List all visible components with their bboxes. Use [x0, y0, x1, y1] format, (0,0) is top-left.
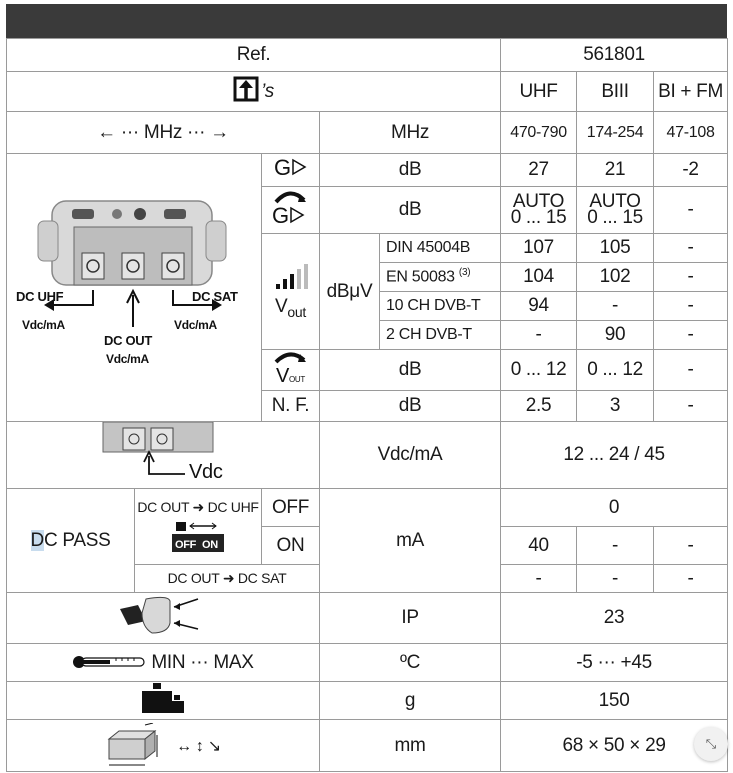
gain-adjust-uhf-range: 0 ... 15: [510, 207, 567, 228]
gain-adjust-icon: [272, 188, 310, 226]
frequency-unit: MHz: [320, 112, 501, 154]
vout-2ch-bi-fm: -: [654, 321, 728, 350]
noise-bi-fm: -: [654, 391, 728, 422]
band-bi-fm: BI + FM: [654, 72, 728, 112]
ip-label: IP: [320, 593, 501, 644]
dc-pass-switch: [135, 522, 261, 555]
dc-sat-label: DC SAT: [192, 288, 238, 304]
vout-2ch-uhf: -: [501, 321, 577, 350]
vout-10ch-bi-fm: -: [654, 292, 728, 321]
gain-adjust-uhf-mode: AUTO: [512, 191, 565, 212]
vout-label-din: DIN 45004B: [380, 234, 501, 263]
slide-switch-icon: [172, 522, 224, 552]
dc-pass-uhf-route: [135, 499, 261, 516]
route-from: DC OUT: [137, 498, 189, 515]
dc-uhf-label: DC UHF: [16, 288, 64, 304]
supply-icon-cell: [7, 422, 320, 489]
dimensions-unit: mm: [320, 720, 501, 772]
product-code: 561801: [501, 39, 728, 72]
gain-biii: 21: [577, 154, 654, 187]
dc-out-label: DC OUT: [104, 332, 153, 348]
vout-label-en-text: EN 50083: [386, 268, 455, 286]
vout-din-uhf: 107: [501, 234, 577, 263]
vout-label-en-note: (3): [458, 267, 471, 279]
vout-adjust-unit: dB: [320, 350, 501, 391]
gain-icon: [274, 155, 308, 179]
dc-pass-on-label: ON: [262, 527, 320, 565]
supply-vdc-symbol: Vdc: [189, 461, 223, 482]
dc-pass-on-biii: -: [577, 527, 654, 565]
gain-icon-cell: [262, 154, 320, 187]
supply-value: 12 ... 24 / 45: [501, 422, 728, 489]
dc-pass-off-value: 0: [501, 489, 728, 527]
sat-route-from: DC OUT: [167, 570, 220, 586]
output-port-icon: [233, 74, 261, 110]
vout-adjust-bi-fm: -: [654, 350, 728, 391]
ref-label: Ref.: [7, 39, 501, 72]
vout-adjust-icon-cell: [262, 350, 320, 391]
noise-uhf: 2.5: [501, 391, 577, 422]
collapse-button[interactable]: [694, 727, 728, 761]
dc-pass-uhf-route-cell: [135, 489, 262, 565]
vout-din-biii: 105: [577, 234, 654, 263]
vout-adjust-icon: [272, 350, 310, 384]
dc-pass-off-label: OFF: [262, 489, 320, 527]
vout-adjust-uhf: 0 ... 12: [501, 350, 577, 391]
vout-en-biii: 102: [577, 263, 654, 292]
dimensions-value: 68 × 50 × 29: [501, 720, 728, 772]
water-protection-icon: [118, 593, 208, 637]
amplifier-device-icon: [14, 195, 254, 375]
temperature-unit: ºC: [320, 644, 501, 682]
dc-pass-sat-route: [135, 565, 320, 593]
vout-10ch-biii: -: [577, 292, 654, 321]
signal-bars-icon: [274, 264, 308, 290]
vout-adjust-biii: 0 ... 12: [577, 350, 654, 391]
switch-off-text: OFF: [175, 538, 197, 551]
vout-icon-cell: [262, 234, 320, 350]
vout-10ch-uhf: 94: [501, 292, 577, 321]
dc-pass-sat-biii: -: [577, 565, 654, 593]
weight-unit: g: [320, 682, 501, 720]
gain-adjust-unit: dB: [320, 187, 501, 234]
dc-pass-on-bi-fm: -: [654, 527, 728, 565]
freq-biii: 174-254: [577, 112, 654, 154]
weight-icon: [140, 683, 186, 713]
vout-unit: dBμV: [320, 234, 380, 350]
vout-symbol-main: V: [275, 295, 288, 317]
gain-adjust-biii-range: 0 ... 15: [587, 207, 643, 228]
vout-symbol: [262, 296, 319, 320]
vout-en-bi-fm: -: [654, 263, 728, 292]
dc-pass-unit: mA: [320, 489, 501, 593]
svg-text:V: V: [275, 365, 289, 384]
dc-sat-vdc-label: Vdc/mA: [174, 317, 217, 332]
dc-pass-sat-uhf: -: [501, 565, 577, 593]
noise-figure-unit: dB: [320, 391, 501, 422]
switch-on-text: ON: [202, 538, 218, 551]
sat-route-to: DC SAT: [237, 570, 287, 586]
freq-uhf: 470-790: [501, 112, 577, 154]
route-arrow-icon: ➜: [192, 498, 204, 515]
dimensions-icon-cell: [7, 720, 320, 772]
supply-connector-icon: [93, 422, 233, 482]
freq-bi-fm: 47-108: [654, 112, 728, 154]
supply-unit: Vdc/mA: [320, 422, 501, 489]
collapse-icon: ⤡: [705, 736, 717, 751]
dimensions-axis-glyphs: ↔ ↕ ↘: [176, 737, 221, 755]
svg-text:G: G: [271, 203, 289, 226]
gain-adjust-biii-mode: AUTO: [589, 191, 641, 212]
vout-din-bi-fm: -: [654, 234, 728, 263]
gain-adjust-icon-cell: [262, 187, 320, 234]
top-header-bar: [6, 4, 727, 38]
vout-symbol-sub: out: [287, 303, 306, 320]
vout-adjust-icon-sub: OUT: [288, 375, 305, 384]
sat-route-arrow-icon: ➜: [222, 570, 235, 586]
gain-adjust-uhf: [501, 187, 577, 234]
temperature-cell: [7, 644, 320, 682]
gain-unit: dB: [320, 154, 501, 187]
ip-icon-cell: [7, 593, 320, 644]
noise-figure-label: N. F.: [262, 391, 320, 422]
dc-uhf-vdc-label: Vdc/mA: [22, 317, 65, 332]
temperature-value: -5 ··· +45: [501, 644, 728, 682]
dc-pass-sat-bi-fm: -: [654, 565, 728, 593]
outputs-suffix: ’s: [261, 80, 274, 102]
gain-bi-fm: -2: [654, 154, 728, 187]
gain-uhf: 27: [501, 154, 577, 187]
frequency-range-label: ← ··· MHz ··· →: [7, 112, 320, 154]
dc-pass-label-rest: C PASS: [43, 529, 111, 551]
ip-value: 23: [501, 593, 728, 644]
gain-adjust-biii: [577, 187, 654, 234]
band-biii: BIII: [577, 72, 654, 112]
spec-table: [6, 38, 728, 772]
outputs-cell: [7, 72, 501, 112]
vout-label-2ch: 2 CH DVB-T: [380, 321, 501, 350]
vout-2ch-biii: 90: [577, 321, 654, 350]
device-illustration-cell: [7, 154, 262, 422]
dc-pass-label: [7, 489, 135, 593]
dc-out-vdc-label: Vdc/mA: [106, 351, 149, 366]
gain-adjust-bi-fm: -: [654, 187, 728, 234]
thermometer-icon: [72, 655, 146, 669]
vout-label-en: [380, 263, 501, 292]
weight-value: 150: [501, 682, 728, 720]
temperature-label: MIN ··· MAX: [151, 651, 254, 673]
dc-pass-on-uhf: 40: [501, 527, 577, 565]
weight-icon-cell: [7, 682, 320, 720]
noise-biii: 3: [577, 391, 654, 422]
band-uhf: UHF: [501, 72, 577, 112]
vout-en-uhf: 104: [501, 263, 577, 292]
svg-text:G: G: [273, 155, 291, 179]
dc-pass-label-first: D: [30, 529, 44, 551]
vout-label-10ch: 10 CH DVB-T: [380, 292, 501, 321]
route-to: DC UHF: [207, 498, 259, 515]
dimensions-box-icon: [105, 723, 161, 769]
